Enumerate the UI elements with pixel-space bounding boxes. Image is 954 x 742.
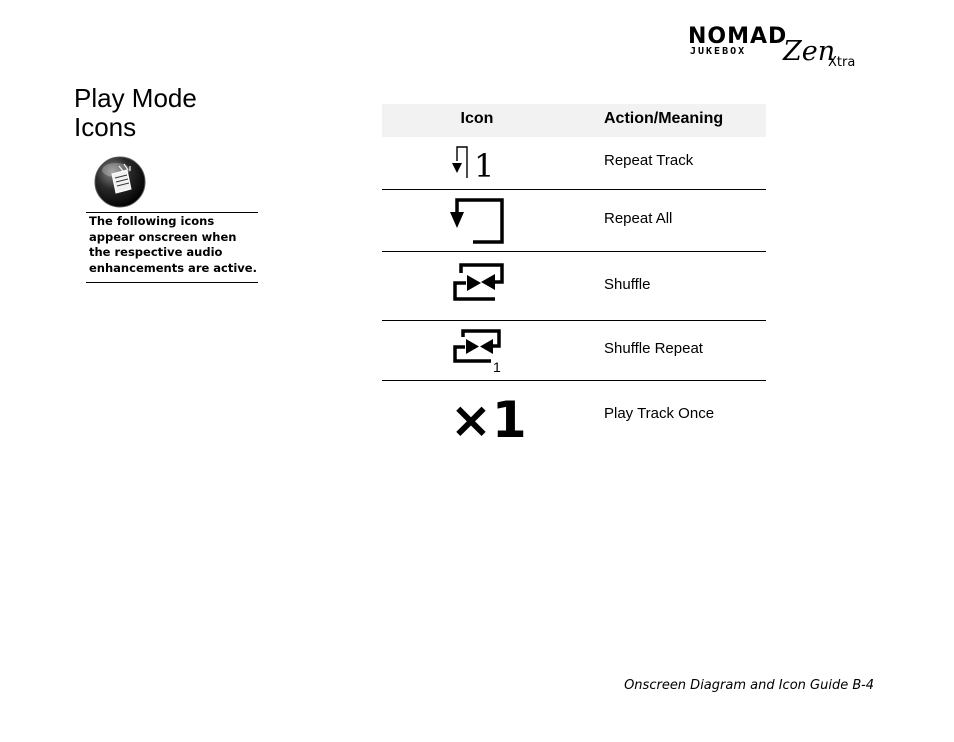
play-track-once-icon (447, 381, 577, 447)
row-label: Repeat All (604, 210, 673, 227)
logo-xtra-text: Xtra (828, 55, 856, 70)
shuffle-repeat-subscript: 1 (493, 359, 501, 375)
logo-nomad-text: NOMAD (688, 24, 788, 49)
page-title (74, 84, 274, 142)
table-row (382, 137, 766, 190)
note-box (86, 212, 258, 283)
page-title-line1: Play Mode (74, 83, 197, 113)
repeat-track-icon (447, 137, 577, 189)
header-action: Action/Meaning (604, 110, 724, 127)
row-label: Play Track Once (604, 405, 715, 422)
repeat-all-icon (447, 190, 577, 251)
note-icon (94, 156, 146, 208)
table-row (382, 381, 766, 447)
row-label: Shuffle (604, 276, 651, 293)
note-text: The following icons appear onscreen when the respective audio enhancements are active. (89, 214, 257, 275)
logo-jukebox-text: JUKEBOX (690, 46, 747, 57)
page-footer: Onscreen Diagram and Icon Guide B-4 (624, 678, 874, 693)
play-once-glyph: ×1 (450, 391, 527, 449)
row-label: Repeat Track (604, 152, 694, 169)
row-label: Shuffle Repeat (604, 340, 703, 357)
table-row (382, 321, 766, 381)
table-row (382, 190, 766, 252)
product-logo (684, 24, 874, 74)
table-header (382, 104, 766, 137)
header-icon: Icon (460, 110, 494, 127)
shuffle-repeat-icon (447, 321, 577, 380)
svg-text:1: 1 (474, 147, 495, 185)
table-row (382, 252, 766, 321)
page-title-line2: Icons (74, 112, 137, 142)
icon-table (382, 104, 766, 447)
shuffle-icon (447, 252, 577, 320)
logo-zen-text: Zen (783, 36, 836, 67)
